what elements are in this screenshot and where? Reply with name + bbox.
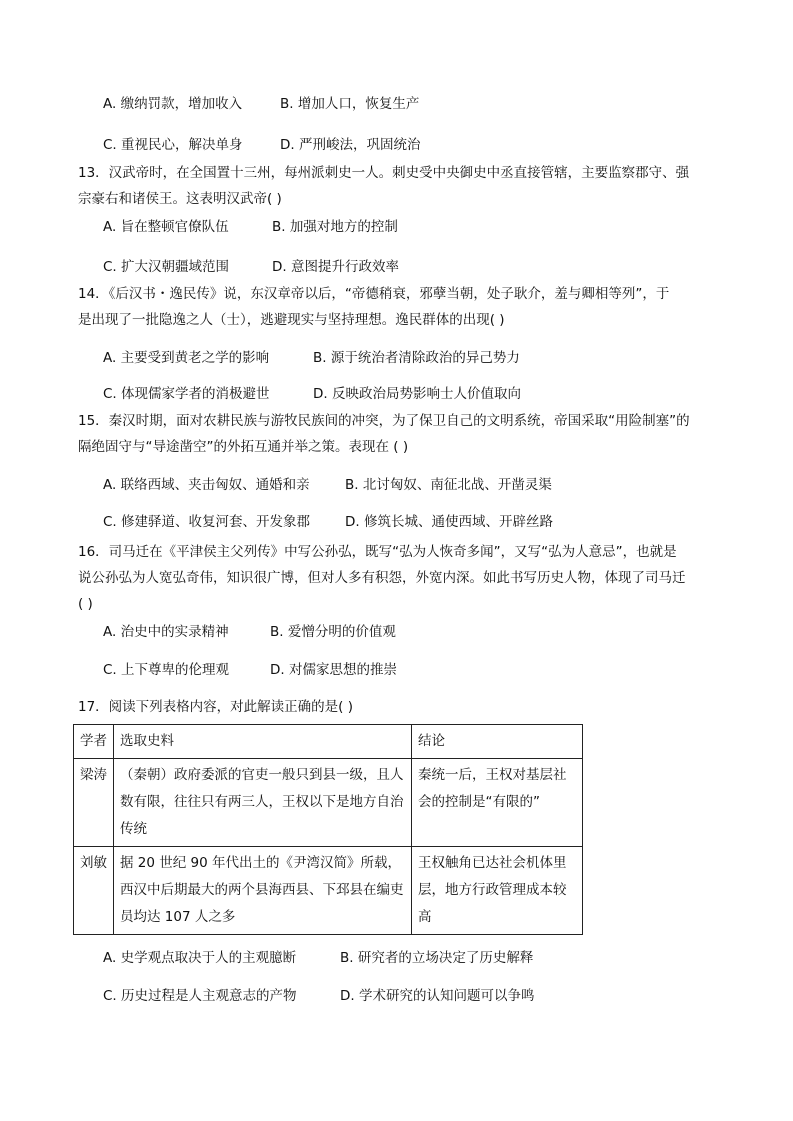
q16-stem-line-3: ( ) bbox=[78, 596, 93, 612]
q12-option-b: B. 增加人口，恢复生产 bbox=[280, 96, 420, 112]
q13-option-a: A. 旨在整顿官僚队伍 bbox=[103, 219, 229, 235]
q14-stem-line-1: 14．《后汉书・逸民传》说，东汉章帝以后，“帝德稍衰，邪孽当朝，处子耿介，羞与卿相等列”，于 bbox=[78, 286, 670, 302]
table-header-scholar: 学者 bbox=[74, 725, 114, 759]
table-cell-scholar: 梁涛 bbox=[74, 759, 114, 847]
q16-stem-line-2: 说公孙弘为人宽弘奇伟，知识很广博，但对人多有积怨，外宽内深。如此书写历史人物，体现了司马迁 bbox=[78, 570, 686, 586]
q13-stem-line-2: 宗豪右和诸侯王。这表明汉武帝( ) bbox=[78, 191, 282, 207]
table-header-row bbox=[74, 725, 583, 759]
q16-option-c: C. 上下尊卑的伦理观 bbox=[103, 662, 230, 678]
table-header-source: 选取史料 bbox=[114, 725, 412, 759]
q14-stem-line-2: 是出现了一批隐逸之人（士），逃避现实与坚持理想。逸民群体的出现( ) bbox=[78, 312, 505, 328]
q16-stem-line-1: 16．司马迁在《平津侯主父列传》中写公孙弘，既写“弘为人恢奇多闻”，又写“弘为人意忌”，也就是 bbox=[78, 544, 677, 560]
q17-source-table bbox=[73, 724, 583, 935]
q16-option-a: A. 治史中的实录精神 bbox=[103, 624, 229, 640]
q17-option-a: A. 史学观点取决于人的主观臆断 bbox=[103, 950, 297, 966]
q15-option-c: C. 修建驿道、收复河套、开发象郡 bbox=[103, 514, 311, 530]
q17-stem: 17．阅读下列表格内容，对此解读正确的是( ) bbox=[78, 699, 354, 715]
q17-option-d: D. 学术研究的认知问题可以争鸣 bbox=[340, 988, 535, 1004]
q15-stem-line-2: 隔绝固守与“导途凿空”的外拓互通并举之策。表现在 ( ) bbox=[78, 439, 409, 455]
table-cell-source: （秦朝）政府委派的官吏一般只到县一级，且人数有限，往往只有两三人，王权以下是地方自治传统 bbox=[114, 759, 412, 847]
q15-option-b: B. 北讨匈奴、南征北战、开凿灵渠 bbox=[345, 477, 552, 493]
q12-option-d: D. 严刑峻法，巩固统治 bbox=[280, 137, 421, 153]
table-cell-conclusion: 王权触角已达社会机体里层，地方行政管理成本较高 bbox=[412, 847, 583, 935]
q13-option-d: D. 意图提升行政效率 bbox=[272, 259, 399, 275]
q13-option-c: C. 扩大汉朝疆域范围 bbox=[103, 259, 230, 275]
q13-option-b: B. 加强对地方的控制 bbox=[272, 219, 398, 235]
table-row bbox=[74, 847, 583, 935]
q14-option-c: C. 体现儒家学者的消极避世 bbox=[103, 386, 270, 402]
q12-option-a: A. 缴纳罚款，增加收入 bbox=[103, 96, 243, 112]
q15-option-d: D. 修筑长城、通使西域、开辟丝路 bbox=[345, 514, 553, 530]
table-cell-conclusion: 秦统一后，王权对基层社会的控制是“有限的” bbox=[412, 759, 583, 847]
table-row bbox=[74, 759, 583, 847]
q14-option-b: B. 源于统治者清除政治的异己势力 bbox=[313, 350, 520, 366]
q17-option-b: B. 研究者的立场决定了历史解释 bbox=[340, 950, 534, 966]
table-header-conclusion: 结论 bbox=[412, 725, 583, 759]
q15-stem-line-1: 15．秦汉时期，面对农耕民族与游牧民族间的冲突，为了保卫自己的文明系统，帝国采取“用险制塞”的 bbox=[78, 413, 690, 429]
q14-option-a: A. 主要受到黄老之学的影响 bbox=[103, 350, 270, 366]
q16-option-d: D. 对儒家思想的推崇 bbox=[270, 662, 397, 678]
table-cell-source: 据 20 世纪 90 年代出土的《尹湾汉简》所载，西汉中后期最大的两个县海西县、下邳县在编吏员均达 107 人之多 bbox=[114, 847, 412, 935]
table-cell-scholar: 刘敏 bbox=[74, 847, 114, 935]
q12-option-c: C. 重视民心，解决单身 bbox=[103, 137, 243, 153]
q16-option-b: B. 爱憎分明的价值观 bbox=[270, 624, 396, 640]
q15-option-a: A. 联络西域、夹击匈奴、通婚和亲 bbox=[103, 477, 310, 493]
q17-option-c: C. 历史过程是人主观意志的产物 bbox=[103, 988, 297, 1004]
q13-stem-line-1: 13．汉武帝时，在全国置十三州，每州派刺史一人。刺史受中央御史中丞直接管辖，主要监察郡守、强 bbox=[78, 165, 690, 181]
q14-option-d: D. 反映政治局势影响士人价值取向 bbox=[313, 386, 521, 402]
